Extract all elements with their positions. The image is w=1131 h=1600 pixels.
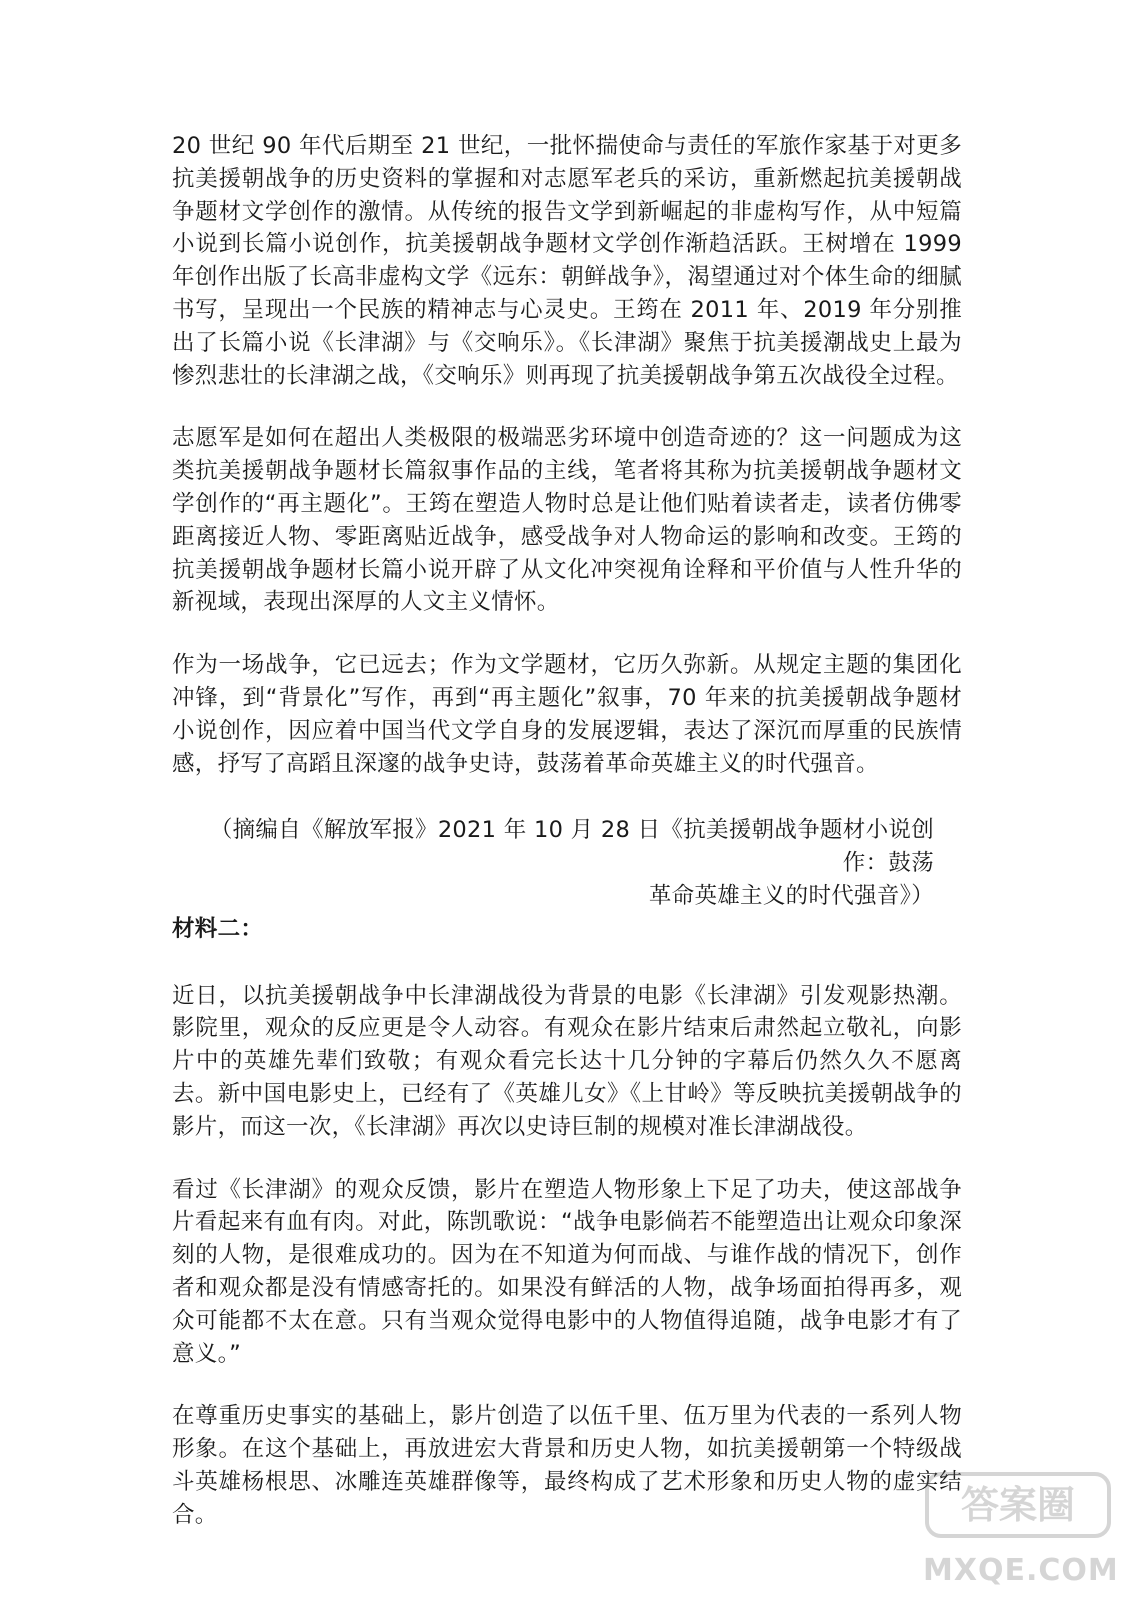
document-page xyxy=(172,130,962,1531)
paragraph-6: 在尊重历史事实的基础上，影片创造了以伍千里、伍万里为代表的一系列人物形象。在这个基础上，再放进宏大背景和历史人物，如抗美援朝第一个特级战斗英雄杨根思、冰雕连英雄群像等，最终构成了艺术形象和历史人物的虚实结合。 xyxy=(172,1403,962,1528)
source-citation xyxy=(172,814,962,912)
source-line-2: 革命英雄主义的时代强音》） xyxy=(648,882,934,909)
watermark-logo xyxy=(923,1470,1113,1540)
paragraph-3: 作为一场战争，它已远去；作为文学题材，它历久弥新。从规定主题的集团化冲锋，到“背景化”写作，再到“再主题化”叙事，70 年来的抗美援朝战争题材小说创作，因应着中国当代文学自身的发展逻辑，表达了深沉而厚重的民族情感，抒写了高蹈且深邃的战争史诗，鼓荡着革命英雄主义的时代强音。 xyxy=(172,652,962,777)
paragraph-4: 近日，以抗美援朝战争中长津湖战役为背景的电影《长津湖》引发观影热潮。影院里，观众的反应更是令人动容。有观众在影片结束后肃然起立敬礼，向影片中的英雄先辈们致敬；有观众看完长达十几分钟的字幕后仍然久久不愿离去。新中国电影史上，已经有了《英雄儿女》《上甘岭》等反映抗美援朝战争的影片，而这一次，《长津湖》再次以史诗巨制的规模对准长津湖战役。 xyxy=(172,982,962,1140)
watermark-site: MXQE.COM xyxy=(923,1553,1119,1588)
watermark xyxy=(923,1470,1119,1588)
paragraph-2: 志愿军是如何在超出人类极限的极端恶劣环境中创造奇迹的？这一问题成为这类抗美援朝战争题材长篇叙事作品的主线，笔者将其称为抗美援朝战争题材文学创作的“再主题化”。王筠在塑造人物时总是让他们贴着读者走，读者仿佛零距离接近人物、零距离贴近战争，感受战争对人物命运的影响和改变。王筠的抗美援朝战争题材长篇小说开辟了从文化冲突视角诠释和平价值与人性升华的新视域，表现出深厚的人文主义情怀。 xyxy=(172,425,962,616)
section-heading: 材料二： xyxy=(172,915,264,942)
paragraph-1: 20 世纪 90 年代后期至 21 世纪，一批怀揣使命与责任的军旅作家基于对更多抗美援朝战争的历史资料的掌握和对志愿军老兵的采访，重新燃起抗美援朝战争题材文学创作的激情。从传统的报告文学到新崛起的非虚构写作，从中短篇小说到长篇小说创作，抗美援朝战争题材文学创作渐趋活跃。王树增在 1999 年创作出版了长高非虚构文学《远东：朝鲜战争》，渴望通过对个体生命的细腻书写，呈现出一个民族的精神志与心灵史。王筠在 2011 年、2019 年分别推出了长篇小说《长津湖》与《交响乐》。《长津湖》聚焦于抗美援潮战史上最为惨烈悲壮的长津湖之战，《交响乐》则再现了抗美援朝战争第五次战役全过程。 xyxy=(172,133,962,389)
paragraph-5: 看过《长津湖》的观众反馈，影片在塑造人物形象上下足了功夫，使这部战争片看起来有血有肉。对此，陈凯歌说：“战争电影倘若不能塑造出让观众印象深刻的人物，是很难成功的。因为在不知道为何而战、与谁作战的情况下，创作者和观众都是没有情感寄托的。如果没有鲜活的人物，战争场面拍得再多，观众可能都不太在意。只有当观众觉得电影中的人物值得追随，战争电影才有了意义。” xyxy=(172,1176,962,1367)
source-line-1: （摘编自《解放军报》2021 年 10 月 28 日《抗美援朝战争题材小说创作：鼓荡 xyxy=(209,817,934,877)
watermark-logo-text: 答案圈 xyxy=(960,1483,1076,1527)
